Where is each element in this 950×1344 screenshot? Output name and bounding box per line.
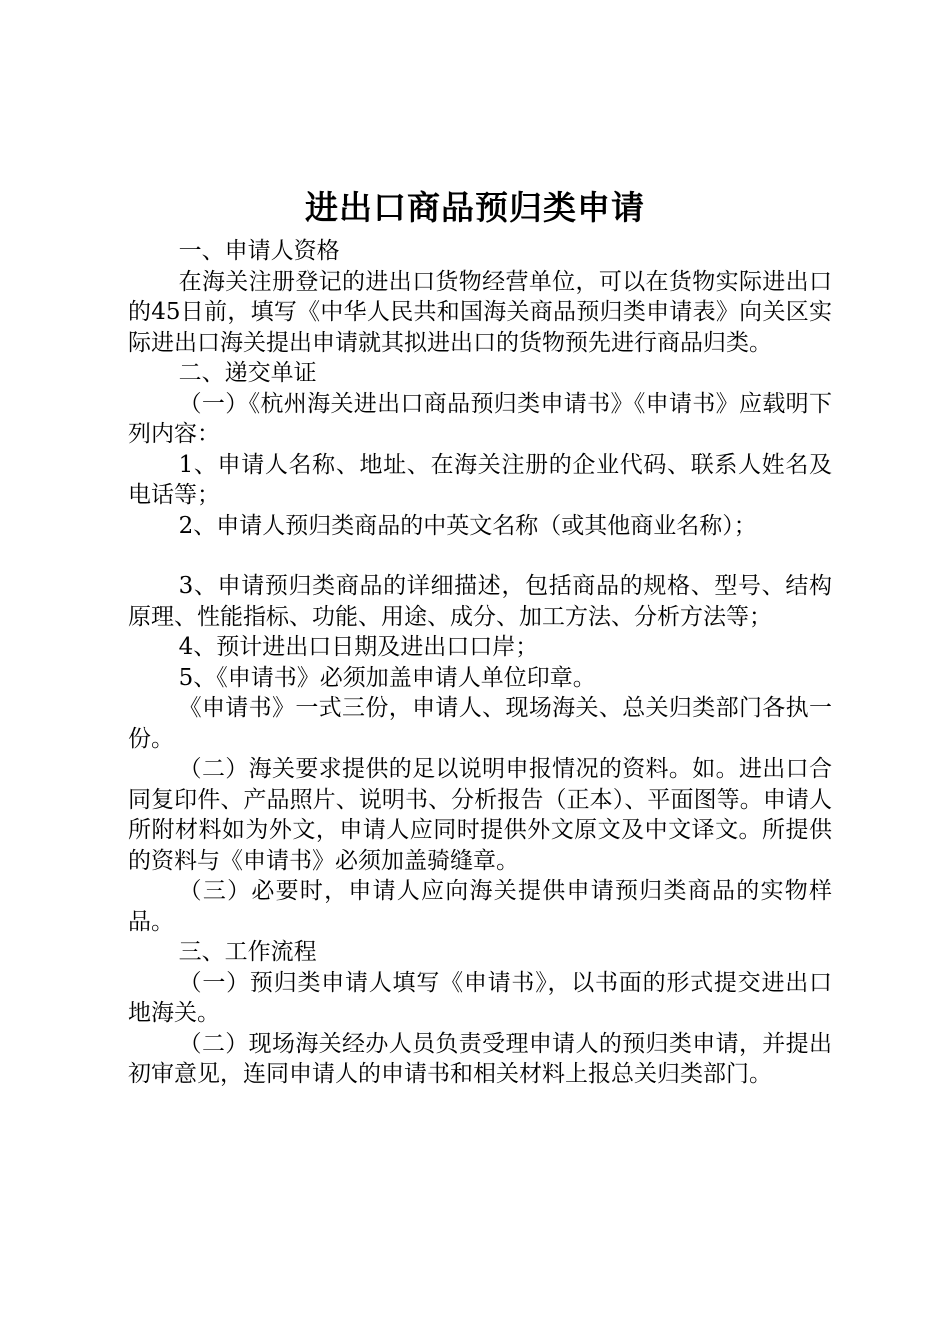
section-heading-submit-documents: 二、递交单证 [178, 360, 317, 386]
section-heading-workflow: 三、工作流程 [178, 939, 317, 965]
list-item-expected-date-port: 4、预计进出口日期及进出口口岸； [178, 634, 539, 660]
paragraph-supporting-materials: （二）海关要求提供的足以说明申报情况的资料。如。进出口合同复印件、产品照片、说明书、分析报告（正本）、平面图等。申请人所附材料如为外文，申请人应同时提供外文原文及中文译文。所提供的资料与《申请书》必须加盖骑缝章。 [128, 756, 832, 874]
paragraph-physical-samples: （三）必要时，申请人应向海关提供申请预归类商品的实物样品。 [128, 878, 832, 935]
list-item-seal-requirement: 5、《申请书》必须加盖申请人单位印章。 [178, 664, 596, 691]
list-item-product-name: 2、申请人预归类商品的中英文名称（或其他商业名称）； [178, 512, 757, 539]
list-item-applicant-info: 1、申请人名称、地址、在海关注册的企业代码、联系人姓名及电话等； [128, 451, 832, 508]
paragraph-workflow-step-2: （二）现场海关经办人员负责受理申请人的预归类申请，并提出初审意见，连同申请人的申请书和相关材料上报总关归类部门。 [128, 1030, 832, 1087]
document-title: 进出口商品预归类申请 [305, 188, 645, 227]
list-item-product-description: 3、申请预归类商品的详细描述，包括商品的规格、型号、结构原理、性能指标、功能、用途、成分、加工方法、分析方法等； [128, 573, 832, 630]
paragraph-application-form-contents: （一）《杭州海关进出口商品预归类申请书》《申请书》应载明下列内容： [128, 390, 832, 447]
paragraph-copies: 《申请书》一式三份，申请人、现场海关、总关归类部门各执一份。 [128, 695, 832, 752]
section-heading-applicant-qualification: 一、申请人资格 [178, 238, 340, 264]
paragraph-applicant-qualification: 在海关注册登记的进出口货物经营单位，可以在货物实际进出口的45日前，填写《中华人民共和国海关商品预归类申请表》向关区实际进出口海关提出申请就其拟进出口的货物预先进行商品归类。 [128, 268, 832, 356]
paragraph-workflow-step-1: （一）预归类申请人填写《申请书》，以书面的形式提交进出口地海关。 [128, 969, 832, 1026]
document-body [128, 236, 832, 1090]
